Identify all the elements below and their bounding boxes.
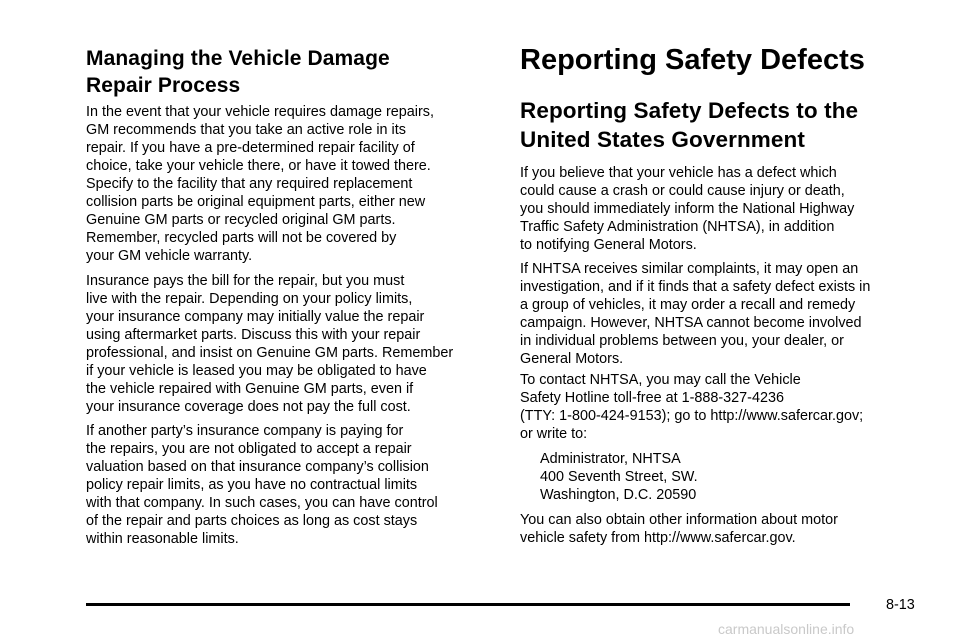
text-line: valuation based on that insurance company’s collision: [86, 459, 429, 475]
text-line: In the event that your vehicle requires damage repairs,: [86, 104, 434, 120]
nhtsa-address: [540, 450, 698, 504]
text-line: to notifying General Motors.: [520, 237, 697, 253]
text-line: a group of vehicles, it may order a recall and remedy: [520, 297, 856, 313]
text-line: could cause a crash or could cause injury or death,: [520, 183, 845, 199]
text-line: with that company. In such cases, you can have control: [86, 495, 438, 511]
text-line: (TTY: 1-800-424-9153); go to http://www.safercar.gov;: [520, 408, 864, 424]
text-line: professional, and insist on Genuine GM parts. Remember: [86, 345, 454, 361]
text-line: the repairs, you are not obligated to accept a repair: [86, 441, 412, 457]
text-line: repair. If you have a pre-determined repair facility of: [86, 140, 415, 156]
address-line: Washington, D.C. 20590: [540, 487, 697, 503]
paragraph-another-party: [86, 422, 438, 548]
text-line: Remember, recycled parts will not be covered by: [86, 230, 397, 246]
page-title: Reporting Safety Defects: [520, 44, 865, 76]
text-line: Safety Hotline toll-free at 1-888-327-4236: [520, 390, 784, 406]
text-line: in individual problems between you, your dealer, or: [520, 333, 844, 349]
section-heading-us-government: [520, 96, 858, 154]
heading-line: Repair Process: [86, 74, 241, 97]
heading-line: United States Government: [520, 127, 805, 152]
text-line: To contact NHTSA, you may call the Vehicle: [520, 372, 801, 388]
text-line: your GM vehicle warranty.: [86, 248, 253, 264]
text-line: If another party’s insurance company is paying for: [86, 423, 404, 439]
text-line: your insurance company may initially value the repair: [86, 309, 425, 325]
text-line: vehicle safety from http://www.safercar.gov.: [520, 530, 796, 546]
paragraph-believe-defect: [520, 164, 854, 254]
text-line: within reasonable limits.: [86, 531, 239, 547]
paragraph-damage-repairs: [86, 103, 434, 265]
text-line: You can also obtain other information about motor: [520, 512, 838, 528]
heading-line: Reporting Safety Defects to the: [520, 98, 859, 123]
paragraph-insurance-pays: [86, 272, 453, 416]
text-line: you should immediately inform the National Highway: [520, 201, 855, 217]
text-line: the vehicle repaired with Genuine GM parts, even if: [86, 381, 414, 397]
text-line: campaign. However, NHTSA cannot become involved: [520, 315, 862, 331]
text-line: If you believe that your vehicle has a defect which: [520, 165, 837, 181]
text-line: your insurance coverage does not pay the full cost.: [86, 399, 411, 415]
text-line: Insurance pays the bill for the repair, but you must: [86, 273, 405, 289]
text-line: collision parts be original equipment parts, either new: [86, 194, 426, 210]
section-heading-damage-repair: [86, 45, 390, 99]
paragraph-nhtsa-complaints: [520, 260, 870, 368]
paragraph-closing: [520, 511, 838, 547]
text-line: or write to:: [520, 426, 588, 442]
text-line: live with the repair. Depending on your policy limits,: [86, 291, 413, 307]
text-line: choice, take your vehicle there, or have it towed there.: [86, 158, 431, 174]
address-line: Administrator, NHTSA: [540, 451, 681, 467]
page-number: 8-13: [886, 597, 915, 613]
text-line: GM recommends that you take an active role in its: [86, 122, 406, 138]
heading-line: Managing the Vehicle Damage: [86, 47, 390, 70]
text-line: If NHTSA receives similar complaints, it may open an: [520, 261, 859, 277]
text-line: Genuine GM parts or recycled original GM parts.: [86, 212, 396, 228]
text-line: of the repair and parts choices as long as cost stays: [86, 513, 418, 529]
address-line: 400 Seventh Street, SW.: [540, 469, 698, 485]
text-line: investigation, and if it finds that a safety defect exists in: [520, 279, 871, 295]
text-line: if your vehicle is leased you may be obligated to have: [86, 363, 427, 379]
text-line: using aftermarket parts. Discuss this with your repair: [86, 327, 421, 343]
watermark: carmanualsonline.info: [718, 621, 855, 637]
paragraph-contact-nhtsa: [520, 371, 863, 443]
text-line: policy repair limits, as you have no contractual limits: [86, 477, 418, 493]
text-line: Specify to the facility that any required replacement: [86, 176, 413, 192]
text-line: General Motors.: [520, 351, 624, 367]
footer-rule: [86, 603, 850, 606]
text-line: Traffic Safety Administration (NHTSA), in addition: [520, 219, 835, 235]
